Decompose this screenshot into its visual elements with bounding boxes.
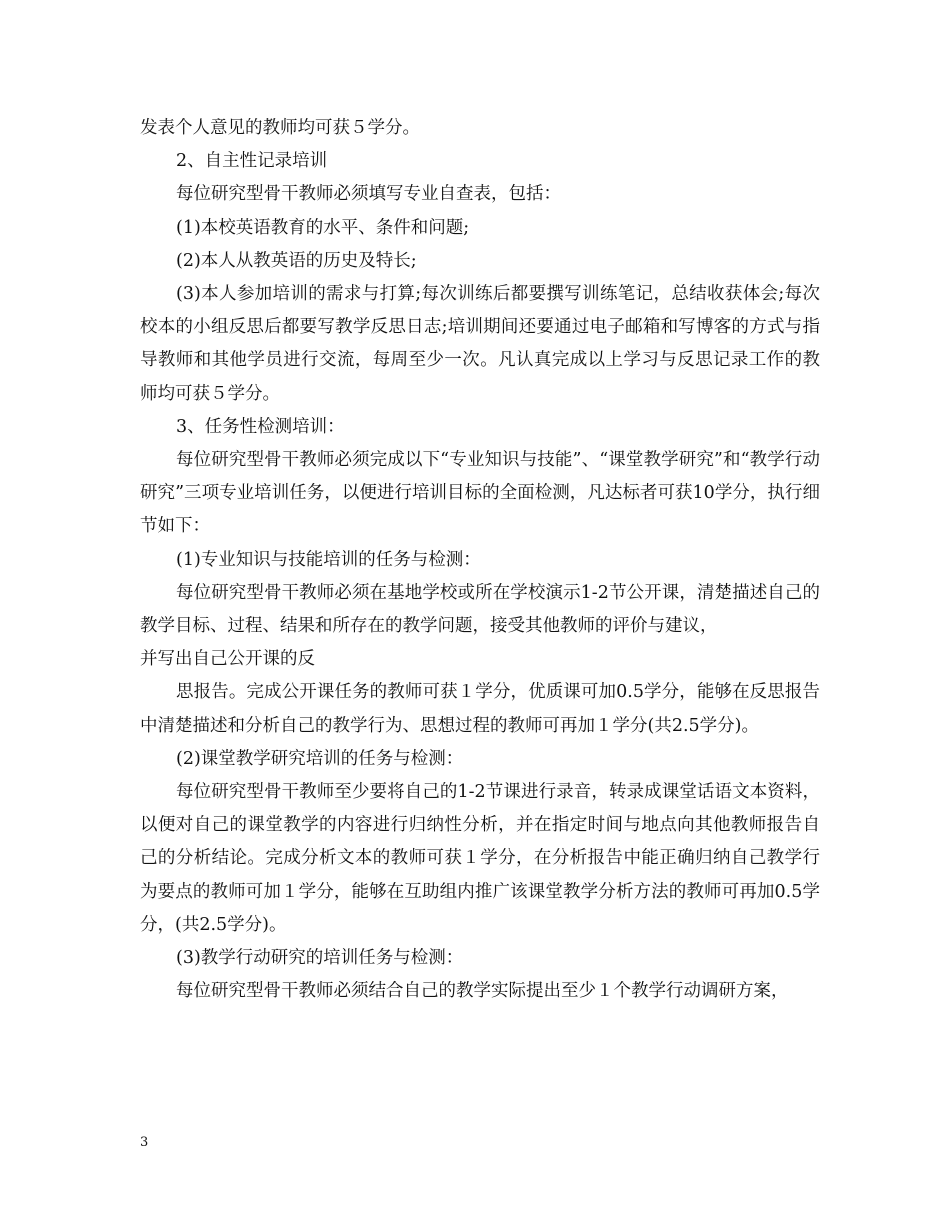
subheading-action-research: (3)教学行动研究的培训任务与检测： bbox=[176, 948, 464, 969]
heading-autonomous-record-training: 2、自主性记录培训 bbox=[176, 151, 328, 172]
page-number: 3 bbox=[140, 1135, 149, 1150]
subheading-professional-skills: (1)专业知识与技能培训的任务与检测： bbox=[176, 549, 481, 570]
paragraph-classroom-recording: 每位研究型骨干教师至少要将自己的1-2节课进行录音，转录成课堂话语文本资料，以便对自己的课堂教学的内容进行归纳性分析，并在指定时间与地点向其他教师报告自己的分析结论。完成分析文本的教师可获１学分，在分析报告中能正确归纳自己教学行为要点的教师可加１学分，能够在互助组内推广该课堂教学分析方法的教师可再加0.5学分，(共2.5学分)。 bbox=[140, 782, 820, 935]
paragraph-action-research-plan: 每位研究型骨干教师必须结合自己的教学实际提出至少１个教学行动调研方案， bbox=[176, 981, 789, 1002]
paragraph-open-class-continued: 并写出自己公开课的反 bbox=[140, 649, 315, 670]
list-item-3: (3)本人参加培训的需求与打算;每次训练后都要撰写训练笔记，总结收获体会;每次校本的小组反思后都要写教学反思日志;培训期间还要通过电子邮箱和写博客的方式与指导教师和其他学员进行交流，每周至少一次。凡认真完成以上学习与反思记录工作的教师均可获５学分。 bbox=[140, 284, 820, 404]
paragraph-1: 发表个人意见的教师均可获５学分。 bbox=[140, 118, 420, 138]
heading-task-detection-training: 3、任务性检测培训： bbox=[176, 416, 345, 437]
list-item-1: (1)本校英语教育的水平、条件和问题; bbox=[176, 217, 470, 238]
list-item-2: (2)本人从教英语的历史及特长; bbox=[176, 250, 417, 271]
paragraph-task-intro: 每位研究型骨干教师必须完成以下“专业知识与技能”、“课堂教学研究”和“教学行动研究”三项专业培训任务，以便进行培训目标的全面检测，凡达标者可获10学分，执行细节如下： bbox=[140, 450, 820, 537]
document-body bbox=[140, 112, 820, 1008]
paragraph-self-check-intro: 每位研究型骨干教师必须填写专业自查表，包括： bbox=[176, 184, 561, 205]
paragraph-reflection-report: 思报告。完成公开课任务的教师可获１学分，优质课可加0.5学分，能够在反思报告中清楚描述和分析自己的教学行为、思想过程的教师可再加１学分(共2.5学分)。 bbox=[140, 682, 820, 736]
paragraph-open-class: 每位研究型骨干教师必须在基地学校或所在学校演示1-2节公开课，清楚描述自己的教学目标、过程、结果和所存在的教学问题，接受其他教师的评价与建议， bbox=[140, 582, 820, 637]
subheading-classroom-research: (2)课堂教学研究培训的任务与检测： bbox=[176, 748, 464, 769]
